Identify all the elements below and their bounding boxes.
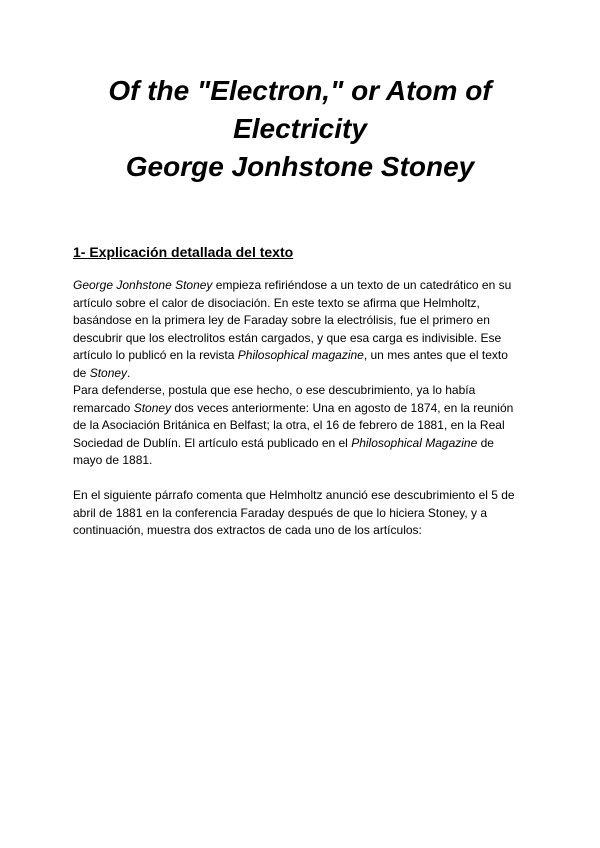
- author-name-italic: George Jonhstone Stoney: [73, 278, 213, 292]
- document-title: [40, 72, 560, 186]
- paragraph-1-line: [73, 347, 533, 365]
- text-run: dos veces anteriormente: Una en agosto de 1874, en la reunión: [171, 400, 514, 415]
- text-run: Sociedad de Dublín. El artículo está publicado en el: [73, 435, 352, 450]
- text-run: de: [73, 365, 90, 380]
- paragraph-2-line: de la Asociación Británica en Belfast; la otra, el 16 de febrero de 1881, en la Real: [73, 418, 505, 432]
- paragraph-2: [73, 382, 533, 470]
- paragraph-1-line: [73, 365, 533, 383]
- paragraph-3-line: continuación, muestra dos extractos de cada uno de los artículos:: [73, 523, 422, 537]
- paragraph-3-line: abril de 1881 en la conferencia Faraday después de que lo hiciera Stoney, y a: [73, 505, 488, 520]
- journal-name-italic: Philosophical Magazine: [351, 435, 478, 450]
- body-text: [73, 277, 533, 540]
- paragraph-2-line: [73, 400, 533, 418]
- title-line-1: Of the "Electron," or Atom of: [108, 75, 492, 106]
- paragraph-1: [73, 277, 533, 382]
- section-heading: 1- Explicación detallada del texto: [73, 244, 294, 260]
- paragraph-1-line: descubrir que los electrolitos están cargados, y que esa carga es indivisible. Ese: [73, 330, 502, 345]
- paragraph-1-line: basándose en la primera ley de Faraday sobre la electrólisis, fue el primero en: [73, 313, 490, 327]
- paragraph-3-line: En el siguiente párrafo comenta que Helmholtz anunció ese descubrimiento el 5 de: [73, 488, 515, 502]
- text-run: empieza refiriéndose a un texto de un catedrático en su: [212, 278, 512, 292]
- author-name-italic: Stoney: [133, 400, 172, 415]
- text-run: remarcado: [73, 400, 134, 415]
- paragraph-2-line: [73, 435, 533, 453]
- paragraph-2-line: Para defenderse, postula que ese hecho, o ese descubrimiento, ya lo había: [73, 383, 476, 397]
- title-line-3-author: George Jonhstone Stoney: [125, 151, 475, 182]
- journal-name-italic: Philosophical magazine: [237, 348, 364, 362]
- paragraph-2-line: mayo de 1881.: [73, 453, 153, 467]
- author-name-italic: Stoney: [89, 365, 128, 380]
- paragraph-3: [73, 487, 533, 540]
- text-run: , un mes antes que el texto: [363, 348, 508, 362]
- text-run: artículo lo publicó en la revista: [73, 348, 238, 362]
- title-line-2: Electricity: [233, 113, 367, 144]
- text-run: .: [127, 365, 131, 380]
- text-run: de: [477, 435, 494, 450]
- paragraph-1-line: [73, 277, 533, 295]
- paragraph-1-line: artículo sobre el calor de disociación. En este texto se afirma que Helmholtz,: [73, 295, 480, 310]
